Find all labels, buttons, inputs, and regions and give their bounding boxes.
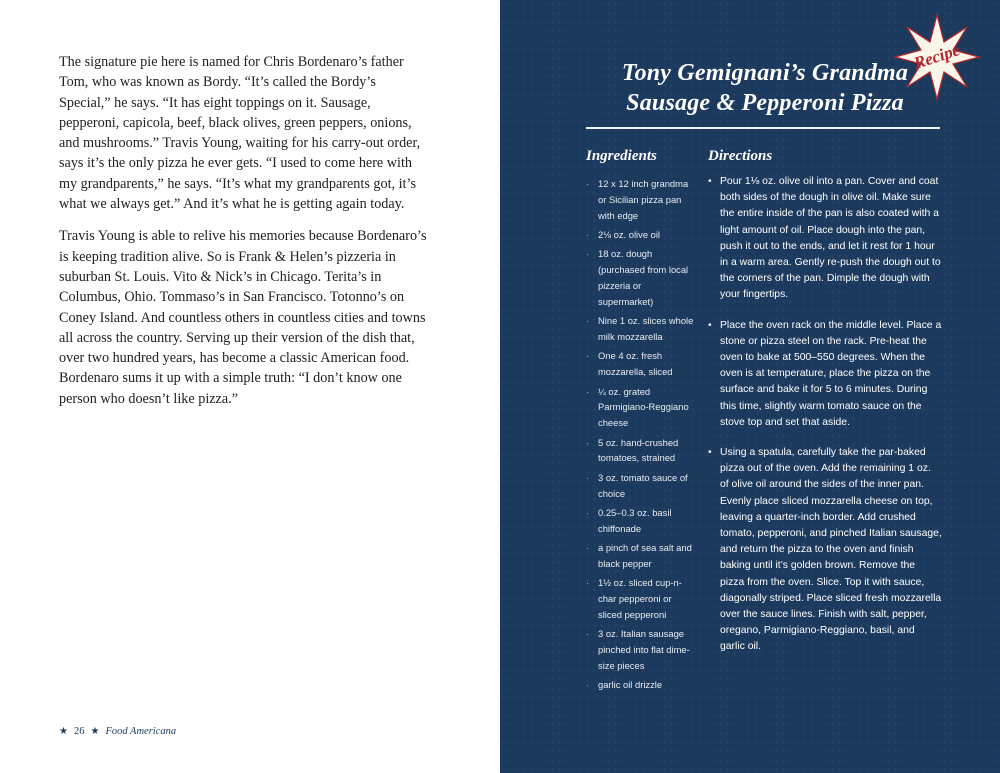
recipe-title-line-2: Sausage & Pepperoni Pizza (626, 90, 904, 116)
ingredients-list (586, 176, 698, 697)
directions-heading: Directions (708, 148, 773, 164)
paragraph: The signature pie here is named for Chris Bordenaro’s father Tom, who was known as Bordy. “It’s called the Bordy’s Special,” he says. “It has eight toppings on it. Sausage, pepperoni, capicola, beef, black olives, green peppers, onions, and mushrooms.” Travis Young, waiting for his carry-out order, says it’s the only pizza he ever gets. “I used to come here with my grandparents,” he says. “It’s what my grandparents got, it’s what we always get.” And it’s what he is getting again today. (59, 54, 421, 213)
direction-step: • Place the oven rack on the middle level. Place a stone or pizza steel on the rack. Pre-heat the oven to bake at 500–550 degrees. When the oven is at temperature, place the pizza on the surface and bake it for 5 to 6 minutes. During this time, slightly warm tomato sauce on the stove top and set that aside. (708, 318, 942, 431)
article-body (59, 52, 431, 421)
ingredient-item: · 3 oz. Italian sausage pinched into flat dime-size pieces (586, 626, 698, 673)
divider (586, 127, 940, 129)
page-number: 26 (73, 725, 85, 737)
book-title: Food Americana (105, 725, 177, 737)
ingredient-item: · One 4 oz. fresh mozzarella, sliced (586, 348, 698, 380)
badge-label: Recipe (911, 40, 963, 73)
ingredient-item: · 18 oz. dough (purchased from local pizzeria or supermarket) (586, 246, 698, 309)
ingredient-item: · a pinch of sea salt and black pepper (586, 540, 698, 572)
ingredients-heading: Ingredients (586, 148, 657, 164)
page-footer (59, 723, 176, 739)
direction-step: • Using a spatula, carefully take the par-baked pizza out of the oven. Add the remaining 1 oz. of olive oil around the sides of the inner pan. Evenly place sliced mozzarella cheese on top, leaving a quarter-inch border. Add crushed tomato, pepperoni, and pinched Italian sausage, and return the pizza to the oven and finish baking until it’s golden brown. Remove the pizza from the oven. Slice. Top it with sauce, diagonally striped. Place sliced fresh mozzarella over the sauce lines. Finish with salt, pepper, oregano, Parmigiano-Reggiano, basil, and garlic oil. (708, 445, 942, 656)
ingredient-item: · Nine 1 oz. slices whole milk mozzarella (586, 313, 698, 345)
ingredient-item: · 5 oz. hand-crushed tomatoes, strained (586, 435, 698, 467)
ingredient-item: · 1½ oz. sliced cup-n-char pepperoni or sliced pepperoni (586, 575, 698, 622)
ingredient-item: · 12 x 12 inch grandma or Sicilian pizza pan with edge (586, 176, 698, 223)
star-icon: ★ (90, 725, 100, 737)
ingredient-item: · 3 oz. tomato sauce of choice (586, 470, 698, 502)
recipe-title-line-1: Tony Gemignani’s Grandma (621, 60, 909, 86)
directions-list (708, 174, 942, 670)
star-icon: ★ (59, 725, 68, 737)
direction-step: • Pour 1⅛ oz. olive oil into a pan. Cover and coat both sides of the dough in olive oil. Make sure the entire inside of the pan is also coated with a light amount of oil. Place dough into the pan, push it out to the ends, and let it rest for 1 hour in a warm area. Gently re-push the dough out to the corners of the pan. Dimple the dough with your fingertips. (708, 174, 942, 304)
ingredient-item: · 2⅛ oz. olive oil (586, 227, 698, 243)
ingredient-item: · ¼ oz. grated Parmigiano-Reggiano cheese (586, 384, 698, 431)
recipe-title (615, 58, 915, 118)
recipe-badge (892, 12, 982, 102)
paragraph: Travis Young is able to relive his memories because Bordenaro’s is keeping tradition alive. So is Frank & Helen’s pizzeria in suburban St. Louis. Vito & Nick’s in Chicago. Terita’s in Columbus, Ohio. Tommaso’s in San Francisco. Totonno’s on Coney Island. And countless others in countless cities and towns all across the country. Serving up their version of the dish that, over two hundred years, has become a classic American food. Bordenaro sums it up with a simple truth: “I don’t know one person who doesn’t like pizza.” (59, 228, 427, 407)
ingredient-item: · 0.25–0.3 oz. basil chiffonade (586, 505, 698, 537)
recipe-page (500, 0, 1000, 773)
ingredient-item: · garlic oil drizzle (586, 677, 698, 693)
